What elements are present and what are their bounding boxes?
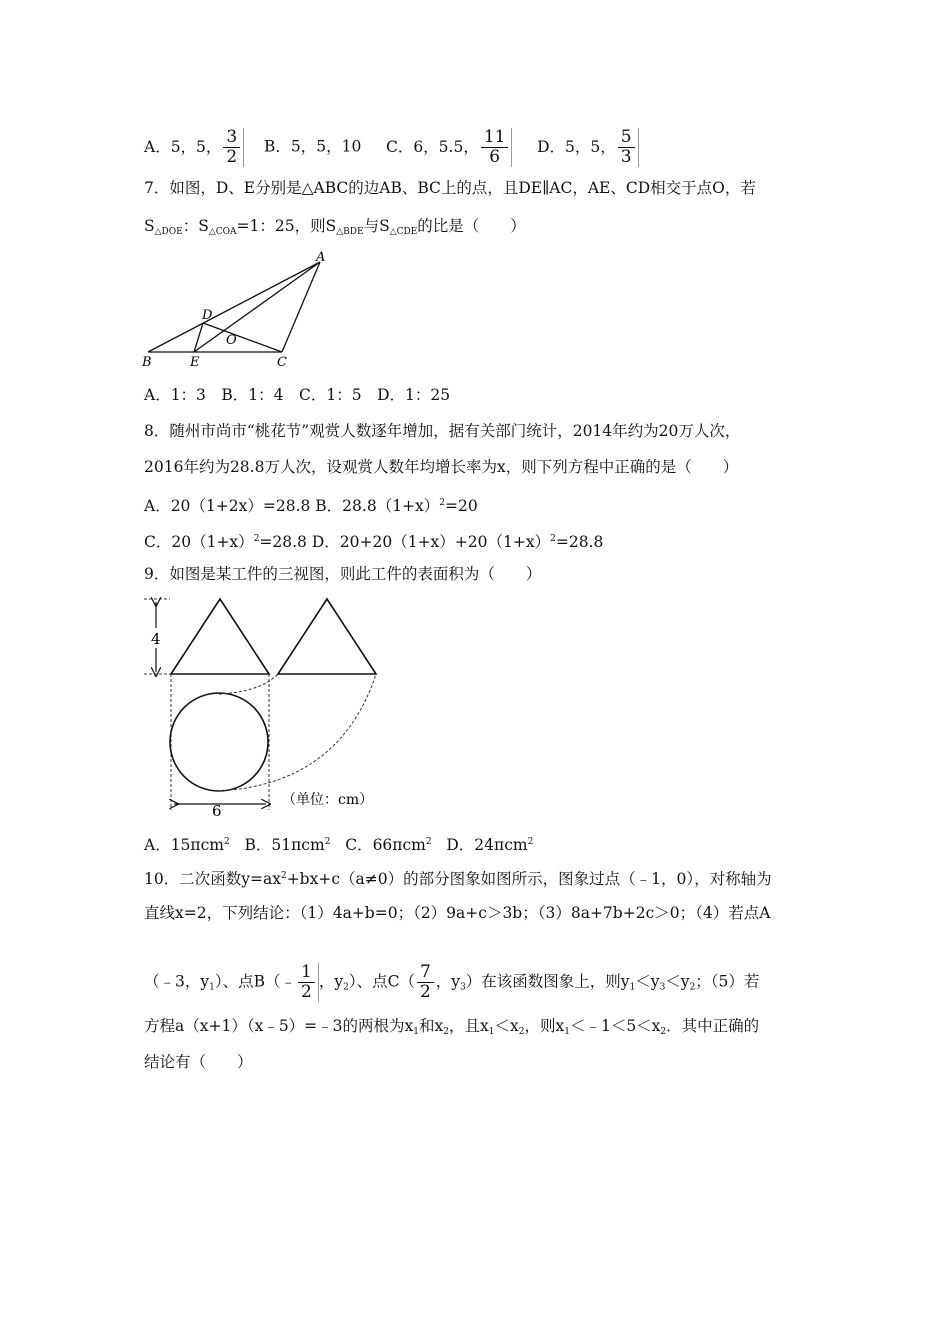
q8-stem-line2: 2016年约为28.8万人次，设观赏人数年均增长率为x，则下列方程中正确的是（ ） — [144, 458, 739, 476]
q8-options-cd: C．$20(1+x)^2=28.8$ D．$20+20(1+x)+20(1+x)^2=28.8$ — [144, 533, 604, 551]
fraction: $\frac{11}{6}$ — [481, 128, 509, 167]
q9-options: A．15πcm$^2$ B．51πcm$^2$ C．66πcm$^2$ D．24πcm$^2$ — [144, 836, 534, 854]
q6-option-c: C．6，5.5， $\frac{11}{6}$ — [386, 138, 513, 156]
q7-triangle-figure — [140, 248, 335, 373]
q7-stem-line2: $S_{\triangle DOE}$：$S_{\triangle COA}=1$：25，则$S_{\triangle BDE}$与$S_{\triangle CDE}$的比是（ ） — [144, 217, 526, 237]
q10-stem-line2: 直线x=2，下列结论：（1）4a+b=0；（2）9a+c＞3b；（3）8a+7b+2c＞0；（4）若点A — [144, 904, 771, 922]
q10-stem-line3: （﹣3，$y_1$）、点B（﹣ $\frac{1}{2}$ ，$y_2$）、点C（ $\frac{7}{2}$ ，$y_3$）在该函数图象上，则$y_1<y_3<y_2$；（5）若 — [144, 962, 760, 1002]
q6-option-d: D．5，5， $\frac{5}{3}$ — [537, 138, 638, 156]
q6-option-a: A．5，5， $\frac{3}{2}$ — [144, 138, 244, 156]
front-view-triangle — [171, 599, 269, 674]
q7-stem-line1: 7．如图，D、E分别是△ABC的边AB、BC上的点，且DE∥AC，AE、CD相交于点O，若 — [144, 179, 756, 197]
fraction: $\frac{3}{2}$ — [223, 128, 240, 167]
q9-three-view-figure — [140, 594, 400, 820]
fraction: $\frac{1}{2}$ — [298, 963, 315, 1002]
label-c: C — [277, 355, 287, 370]
label-e: E — [190, 355, 200, 370]
fraction: $\frac{5}{3}$ — [618, 128, 635, 167]
height-label: 4 — [151, 630, 161, 648]
q7-options: A．1：3 B．1：4 C．1：5 D．1：25 — [144, 386, 451, 404]
q10-stem-line1: 10．二次函数$y=ax^2+bx+c(a\ne 0)$的部分图象如图所示，图象过点（﹣1，0），对称轴为 — [144, 870, 772, 888]
width-label: 6 — [212, 802, 222, 820]
q8-stem-line1: 8．随州市尚市“桃花节”观赏人数逐年增加，据有关部门统计，2014年约为20万人次， — [144, 422, 741, 440]
side-view-triangle — [278, 599, 376, 674]
top-view-circle — [170, 693, 268, 791]
q10-stem-line4: 方程a（x+1）（x﹣5）=﹣3的两根为$x_1$和$x_2$，且$x_1<x_2$，则$x_1<﹣1<5<x_2$．其中正确的 — [144, 1017, 760, 1037]
q8-options-ab: A．20（1+2x）=28.8 B．$28.8(1+x)^2=20$ — [144, 497, 478, 515]
unit-label: （单位：cm） — [282, 792, 374, 808]
q10-stem-line5: 结论有（ ） — [144, 1053, 253, 1071]
label-a: A — [316, 250, 326, 265]
label-o: O — [226, 333, 237, 348]
label-b: B — [142, 355, 152, 370]
q9-stem: 9．如图是某工件的三视图，则此工件的表面积为（ ） — [144, 565, 542, 583]
label-d: D — [202, 308, 213, 323]
q6-option-b: B．5，5，10 — [263, 137, 362, 156]
q6-options — [144, 128, 639, 167]
